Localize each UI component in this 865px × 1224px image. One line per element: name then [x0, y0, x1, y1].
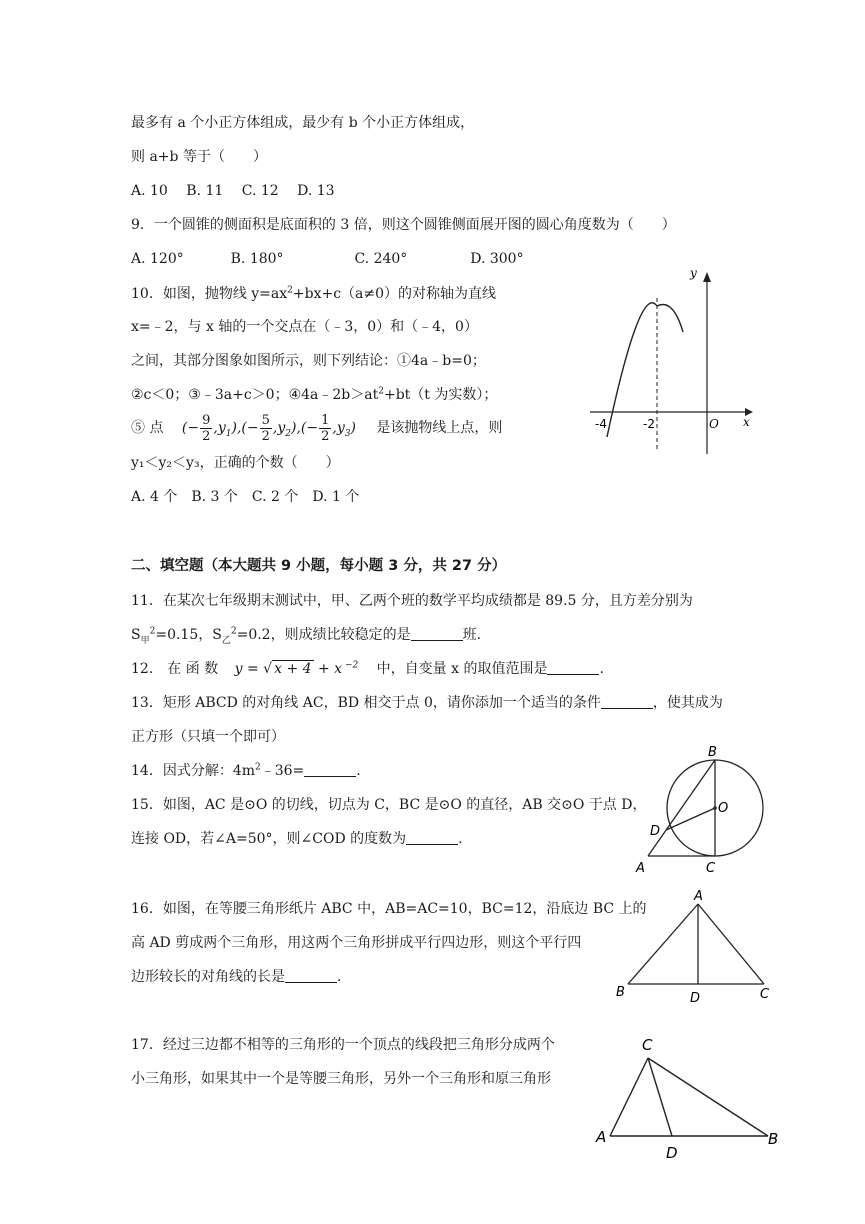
- q14-line: 14．因式分解：$4m^2﹣36=$ .: [131, 762, 361, 779]
- tick-minus2: -2: [643, 417, 655, 431]
- q13-line2: 正方形（只填一个即可）: [131, 729, 285, 745]
- q11-answer-blank[interactable]: [411, 626, 463, 641]
- q15-line1: 15．如图，AC 是⊙O 的切线，切点为 C，BC 是⊙O 的直径，AB 交⊙O 于点 D，: [131, 797, 647, 813]
- q13-answer-blank[interactable]: [601, 694, 653, 709]
- q17-line2: 小三角形，如果其中一个是等腰三角形，另外一个三角形和原三角形: [131, 1071, 551, 1087]
- q9-option-b: B. 180°: [230, 251, 284, 267]
- label-b: B: [616, 985, 625, 1000]
- q12-formula: y = √ x + 4 + x $^{-2}$: [234, 660, 359, 677]
- label-o: O: [718, 801, 729, 816]
- q10-line4: ②c＜0；③﹣3a+c＞0；$④4a﹣2b>at^2+bt(t$ 为实数）；: [131, 386, 498, 403]
- label-d: D: [690, 991, 701, 1006]
- label-d: D: [650, 824, 661, 839]
- label-c: C: [706, 861, 716, 876]
- q16-line1: 16．如图，在等腰三角形纸片 ABC 中，AB=AC=10，BC=12，沿底边 BC 上的: [131, 901, 647, 917]
- y-label: y: [690, 266, 697, 280]
- label-d: D: [666, 1144, 678, 1162]
- q16-line2: 高 AD 剪成两个三角形，用这两个三角形拼成平行四边形，则这个平行四: [131, 935, 582, 951]
- label-a: A: [636, 861, 645, 876]
- q9-option-c: C. 240°: [354, 251, 408, 267]
- side-ac: [698, 904, 764, 984]
- q8-line2: 则 a+b 等于（ ）: [131, 149, 267, 165]
- q10-line3: 之间，其部分图象如图所示，则下列结论：①4a﹣b=0；: [131, 353, 486, 369]
- q16-answer-blank[interactable]: [285, 968, 337, 983]
- tick-minus4: -4: [595, 417, 607, 431]
- triangle-split-figure: [592, 1030, 792, 1170]
- section2-heading: 二、填空题（本大题共 9 小题，每小题 3 分，共 27 分）: [131, 558, 507, 574]
- origin-label: O: [709, 417, 719, 431]
- label-a: A: [596, 1128, 607, 1146]
- q10-line5: ⑤ 点 (− $\frac{9}{2}$ $,y_1),(-$ $\frac{5}{2}$ $,y_2),(-$ $\frac{1}{2}$ $,y_3$) 是该抛物线上点，则: [131, 412, 503, 444]
- q17-line1: 17．经过三边都不相等的三角形的一个顶点的线段把三角形分成两个: [131, 1037, 555, 1053]
- q9-option-d: D. 300°: [470, 251, 524, 267]
- q10-line2: x=﹣2，与 x 轴的一个交点在（﹣3，0）和（﹣4，0）: [131, 319, 478, 335]
- segment-cd: [648, 1058, 672, 1136]
- label-b: B: [768, 1130, 779, 1148]
- side-ca: [610, 1058, 648, 1136]
- center-dot: [713, 806, 717, 810]
- q9-options: [131, 250, 524, 268]
- q8-line1: 最多有 a 个小正方体组成，最少有 b 个小正方体组成，: [131, 115, 475, 131]
- q10-line1: 10．如图，抛物线 $y=ax^2+bx+c(a\ne 0)$的对称轴为直线: [131, 285, 497, 302]
- label-a: A: [694, 889, 703, 904]
- q11-line1: 11．在某次七年级期末测试中，甲、乙两个班的数学平均成绩都是 89.5 分，且方差分别为: [131, 593, 693, 609]
- parabola-graph: [585, 262, 760, 458]
- isosceles-triangle-figure: [612, 886, 782, 1008]
- q10-options: A. 4 个 B. 3 个 C. 2 个 D. 1 个: [131, 489, 360, 505]
- label-c: C: [760, 987, 770, 1002]
- q12-line: 12． 在 函 数 y = √ x + 4 + x $^{-2}$ 中，自变量 x 的取值范围是 .: [131, 660, 604, 677]
- q12-answer-blank[interactable]: [547, 660, 599, 675]
- y-axis-arrow: [703, 272, 711, 282]
- q14-answer-blank[interactable]: [304, 762, 356, 777]
- q10-line6: y₁＜y₂＜y₃，正确的个数（ ）: [131, 455, 340, 471]
- side-ab: [628, 904, 698, 984]
- q9-stem: 9．一个圆锥的侧面积是底面积的 3 倍，则这个圆锥侧面展开图的圆心角度数为（ ）: [131, 217, 676, 233]
- q15-answer-blank[interactable]: [406, 830, 458, 845]
- q13-line1: 13．矩形 ABCD 的对角线 AC，BD 相交于点 0，请你添加一个适当的条件 ，使其成为: [131, 695, 723, 711]
- side-cb: [648, 1058, 768, 1136]
- q11-line2: $S_甲^2=0.15$，$S_乙^2=0.2$，则成绩比较稳定的是 班.: [131, 626, 482, 646]
- q9-option-a: A. 120°: [131, 251, 184, 267]
- q8-options: A. 10 B. 11 C. 12 D. 13: [131, 183, 335, 199]
- q10-points-formula: (− $\frac{9}{2}$ $,y_1),(-$ $\frac{5}{2}$ $,y_2),(-$ $\frac{1}{2}$ $,y_3$): [181, 412, 361, 444]
- circle-tangent-figure: [630, 742, 770, 878]
- x-label: x: [743, 415, 750, 429]
- label-b: B: [708, 745, 717, 760]
- label-c: C: [642, 1036, 653, 1054]
- q16-line3: 边形较长的对角线的长是 .: [131, 969, 342, 985]
- q15-line2: 连接 OD，若∠A=50°，则∠COD 的度数为 .: [131, 831, 463, 847]
